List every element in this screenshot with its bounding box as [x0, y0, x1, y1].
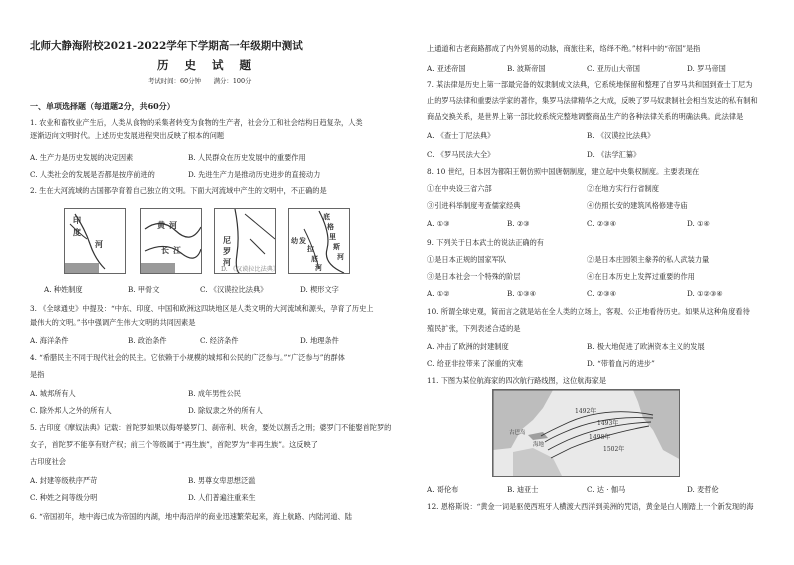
q6-option-c: C. 亚历山大帝国: [587, 64, 640, 73]
q3-stem-line2: 最伟大的文明。”书中强调产生伟大文明的共同因素是: [30, 318, 196, 327]
q5-stem-line2: 女子，首陀罗不能享有财产权；前三个等级属于“再生族”，首陀罗为“非再生族”。这反映了: [30, 440, 318, 449]
q2-map4-label-1: 底: [323, 212, 330, 221]
q8-stem: 8. 10 世纪，日本因为都阳王朝仿照中国唐朝制度，建立起中央集权制度。主要表现在: [427, 167, 700, 176]
q8-item-4: ④仿照长安的建筑风格修建寺庙: [587, 201, 688, 210]
q10-stem-line1: 10. 所谓全球史观，简而言之就是站在全人类的立场上，客观、公正地看待历史。如果从这种角度看待: [427, 307, 750, 316]
q4-option-c: C. 除外邦人之外的所有人: [30, 406, 112, 415]
q7-option-a: A. 《查士丁尼法典》: [427, 131, 495, 140]
q2-map-china: [140, 208, 202, 274]
q9-option-c: C. ②③④: [587, 289, 617, 298]
q3-option-a: A. 海洋条件: [30, 336, 69, 345]
q2-map1-label-3: 河: [95, 239, 103, 249]
q7-stem-line3: 商品交换关系，是世界上第一部比较系统完整地调整商品生产的各种法律关系的明确法典。此法律是: [427, 112, 744, 121]
q5-option-c: C. 种姓之间等级分明: [30, 493, 98, 502]
q9-item-3: ③是日本社会一个特殊的阶层: [427, 272, 521, 281]
q10-option-c: C. 给亚非拉带来了深重的灾难: [427, 359, 524, 368]
q10-option-d: D. “带着血污的进步”: [587, 359, 655, 368]
q5-stem-line3: 古印度社会: [30, 457, 66, 466]
q11-option-c: C. 达 · 伽马: [587, 485, 626, 494]
q2-option-d: D. 楔形文字: [300, 285, 339, 294]
q7-option-c: C. 《罗马民法大全》: [427, 150, 495, 159]
q2-map3-label-1: 尼: [223, 235, 231, 245]
q9-option-d: D. ①②③④: [687, 289, 723, 298]
q10-stem-line2: 殖民扩张，下列表述合适的是: [427, 324, 521, 333]
q11-stem: 11. 下图为某位航海家的四次航行路线图，这位航海家是: [427, 376, 607, 385]
q11-label-1502: 1502年: [603, 446, 625, 453]
exam-meta: 考试时间：60分钟 满分：100分: [148, 77, 252, 85]
q9-item-1: ①是日本正规的国家军队: [427, 255, 507, 264]
q5-option-a: A. 封建等级秩序严苛: [30, 476, 98, 485]
q2-map4-label-10: 河: [315, 263, 322, 272]
q2-map4-label-8: 拉: [307, 244, 314, 253]
q3-stem-line1: 3. 《全球通史》中提及：“中东、印度、中国和欧洲这四块地区是人类文明的大河流域和源头，孕育了历史上: [30, 304, 374, 313]
q11-option-b: B. 迪亚士: [507, 485, 539, 494]
q1-stem-line1: 1. 农业和畜牧业产生后，人类从食物的采集者转变为食物的生产者，社会分工和社会结构日趋复杂，人类: [30, 118, 363, 127]
section-title: 一、单项选择题（每道题2分，共60分）: [30, 101, 175, 111]
q11-option-d: D. 麦哲伦: [687, 485, 719, 494]
q11-option-a: A. 哥伦布: [427, 485, 459, 494]
q2-map2-label-1: 黄: [157, 220, 165, 230]
q2-map1-label-1: 印: [73, 215, 81, 225]
q7-option-b: B. 《汉谟拉比法典》: [587, 131, 655, 140]
q9-item-2: ②是日本庄园领主豢养的私人武装力量: [587, 255, 710, 264]
q11-label-cuba: 古巴岛: [509, 430, 526, 436]
q6-option-d: D. 罗马帝国: [687, 64, 726, 73]
q2-map3-caption: D. 《汉谟拉比法典》: [221, 266, 280, 273]
q5-option-b: B. 男尊女卑思想泛滥: [188, 476, 256, 485]
q2-map4-label-3: 里: [329, 232, 336, 241]
q3-option-d: D. 地理条件: [300, 336, 339, 345]
q2-map-indus: [64, 208, 126, 274]
q9-option-a: A. ①②: [427, 289, 450, 298]
q1-option-b: B. 人民群众在历史发展中的重要作用: [188, 153, 306, 162]
q2-map-mesopotamia: [288, 208, 350, 274]
q1-option-a: A. 生产力是历史发展的决定因素: [30, 153, 134, 162]
q2-option-c: C. 《汉谟拉比法典》: [200, 285, 268, 294]
q12-stem: 12. 恩格斯说：“黄金一词是驱使西班牙人横渡大西洋到美洲的咒语，黄金是白人刚踏上一个新发现的海: [427, 502, 754, 511]
q6-stem-line1: 6. “帝国初年，地中海已成为帝国的内湖，地中海沿岸的商业迅速繁荣起来，海上航路、内陆河道、陆: [30, 512, 352, 521]
q2-map4-label-5: 河: [337, 252, 344, 261]
q2-map2-label-4: 江: [173, 245, 181, 255]
q2-map2-label-3: 长: [161, 245, 169, 255]
q5-option-d: D. 人们普遍注重来生: [188, 493, 256, 502]
q2-option-b: B. 甲骨文: [128, 285, 160, 294]
q8-option-b: B. ②③: [507, 219, 530, 228]
q5-stem-line1: 5. 古印度《摩奴法典》记载：首陀罗如果以侮辱婆罗门、刹帝利、吠舍，要处以割舌之刑；婆罗门不能娶首陀罗的: [30, 423, 392, 432]
q2-map-nile: [214, 208, 276, 274]
q2-map4-label-7: 发: [299, 236, 306, 245]
q7-stem-line1: 7. 某法律是历史上第一部最完备的奴隶制成文法典，它系统地保留和整理了自罗马共和国到查士丁尼为: [427, 80, 753, 89]
q8-option-a: A. ①③: [427, 219, 450, 228]
q2-map2-label-2: 河: [169, 220, 177, 230]
q2-option-a: A. 种姓制度: [44, 285, 83, 294]
q6-stem-line2: 上通道和古老商路都成了内外贸易的动脉，商旅往来，络绎不绝。”材料中的“帝国”是指: [427, 44, 701, 53]
q4-stem-line2: 是指: [30, 370, 45, 379]
q2-stem: 2. 生在大河流域的古国都孕育着自己独立的文明。下面大河流域中产生的文明中，不正确的是: [30, 186, 327, 195]
q2-map4-label-6: 幼: [291, 236, 298, 245]
q4-option-a: A. 城邦所有人: [30, 389, 76, 398]
q2-map3-label-3: 河: [223, 257, 231, 267]
q9-stem: 9. 下列关于日本武士的说法正确的有: [427, 238, 544, 247]
q1-option-c: C. 人类社会的发展是否都是按序前进的: [30, 170, 155, 179]
q2-map4-label-9: 底: [311, 254, 318, 263]
q1-stem-line2: 逐渐迈向文明时代。上述历史发展进程突出反映了根本的问题: [30, 131, 225, 140]
q8-item-3: ③引进科举制度考查儒家经典: [427, 201, 521, 210]
q11-label-haiti: 海地: [533, 442, 545, 448]
q8-option-c: C. ②③④: [587, 219, 617, 228]
q11-label-1492: 1492年: [575, 408, 597, 415]
q7-option-d: D. 《法学汇纂》: [587, 150, 641, 159]
q7-stem-line2: 止的罗马法律和重要法学家的著作，集罗马法律精华之大成，反映了罗马奴隶制社会相当发达的私有制和: [427, 96, 758, 105]
q8-option-d: D. ①④: [687, 219, 710, 228]
q11-label-1498: 1498年: [589, 434, 611, 441]
q3-option-c: C. 经济条件: [200, 336, 239, 345]
q4-option-b: B. 成年男性公民: [188, 389, 241, 398]
q9-item-4: ④在日本历史上发挥过重要的作用: [587, 272, 695, 281]
q3-option-b: B. 政治条件: [128, 336, 167, 345]
exam-subject: 历 史 试 题: [157, 58, 258, 72]
q8-item-2: ②在地方实行行省制度: [587, 184, 659, 193]
q2-map1-label-2: 度: [73, 227, 81, 237]
exam-title: 北师大静海附校2021-2022学年下学期高一年级期中测试: [30, 40, 303, 52]
q10-option-a: A. 冲击了欧洲的封建制度: [427, 342, 509, 351]
q10-option-b: B. 极大地促进了欧洲资本主义的发展: [587, 342, 705, 351]
q9-option-b: B. ①③④: [507, 289, 537, 298]
q6-option-b: B. 波斯帝国: [507, 64, 546, 73]
q4-option-d: D. 除奴隶之外的所有人: [188, 406, 263, 415]
q8-item-1: ①在中央设三省六部: [427, 184, 492, 193]
q4-stem-line1: 4. “希腊民主不同于现代社会的民主。它依赖于小规模的城邦和公民的广泛参与。”“广泛参与”的群体: [30, 353, 345, 362]
q11-label-1493: 1493年: [597, 420, 619, 427]
q2-map3-label-2: 罗: [223, 246, 231, 256]
q2-map4-label-2: 格: [327, 222, 334, 231]
q2-map4-label-4: 斯: [333, 242, 340, 251]
q11-voyage-map: [492, 389, 680, 477]
q6-option-a: A. 亚述帝国: [427, 64, 466, 73]
q1-option-d: D. 先进生产力是推动历史进步的直接动力: [188, 170, 321, 179]
